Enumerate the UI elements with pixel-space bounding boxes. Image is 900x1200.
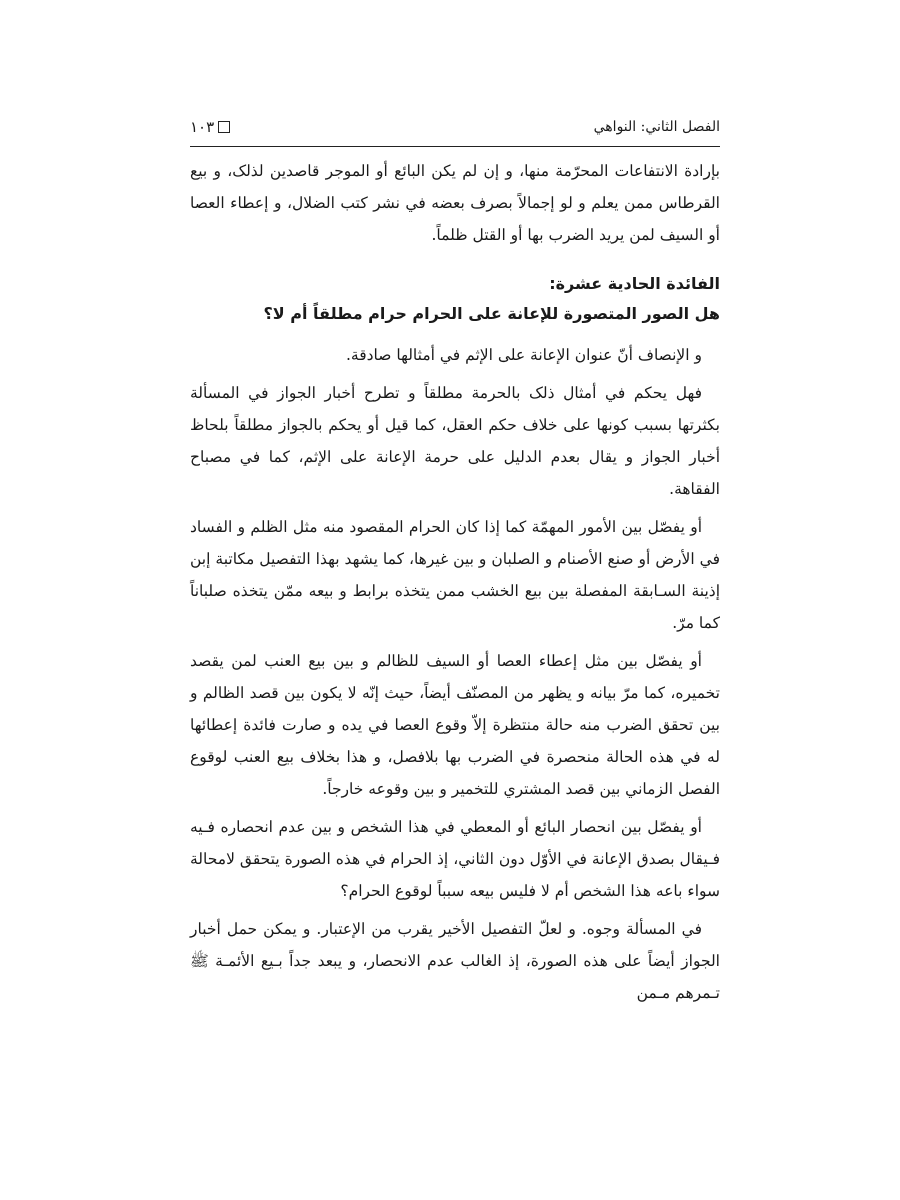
paragraph-continuation: بإرادة الانتفاعات المحرّمة منها، و إن لم يكن البائع أو الموجر قاصدين لذلک، و بيع القرطاس ممن يعلم و لو إجمالاً بصرف بعضه في نشر كتب الضلال، و إعطاء العصا أو السيف لمن يريد الضرب بها أو القتل ظلماً. — [190, 162, 720, 244]
page-number-group — [190, 118, 230, 136]
paragraph: أو يفصّل بين انحصار البائع أو المعطي في هذا الشخص و بين عدم انحصاره فـيه فـيقال بصدق الإعانة في الأوّل دون الثاني، إذ الحرام في هذه الصورة يتحقق لامحالة سواء باعه هذا الشخص أم لا فليس بيعه سبباً لوقوع الحرام؟ — [190, 818, 720, 900]
running-header — [190, 108, 720, 147]
section-heading — [190, 269, 720, 329]
document-page — [190, 108, 720, 1015]
paragraph: أو يفصّل بين الأمور المهمّة كما إذا كان الحرام المقصود منه مثل الظلم و الفساد في الأرض أو صنع الأصنام و الصلبان و بين غيرها، كما يشهد بهذا التفصيل مكاتبة إبن إذينة السـابقة المفصلة بين بيع الخشب ممن يتخذه برابط و بيعه ممّن يتخذه صلباناً كما مرّ. — [190, 518, 720, 632]
square-ornament-icon — [218, 121, 230, 133]
paragraph: في المسألة وجوه. و لعلّ التفصيل الأخير يقرب من الإعتبار. و يمكن حمل أخبار الجواز أيضاً على هذه الصورة، إذ الغالب عدم الانحصار، و يبعد جداً بـيع الأئمـة ﷺ تـمرهم مـمن — [190, 920, 720, 1002]
page-number: ١٠٣ — [190, 118, 215, 136]
paragraph: أو يفصّل بين مثل إعطاء العصا أو السيف للظالم و بين بيع العنب لمن يقصد تخميره، كما مرّ بيانه و يظهر من المصنّف أيضاً، حيث إنّه لا يكون بين قصد الظالم و بين تحقق الضرب منه حالة منتظرة إلاّ وقوع العصا في يده و صارت فائدة إعطائها له في هذه الحالة منحصرة في الضرب بها بلافصل، و هذا بخلاف بيع العنب لوقوع الفصل الزماني بين قصد المشتري للتخمير و بين وقوعه خارجاً. — [190, 652, 720, 798]
paragraph: و الإنصاف أنّ عنوان الإعانة على الإثم في أمثالها صادقة. — [345, 346, 702, 364]
paragraph: فهل يحكم في أمثال ذلک بالحرمة مطلقاً و تطرح أخبار الجواز في المسألة بكثرتها بسبب كونها على خلاف حكم العقل، كما قيل أو يحكم بالجواز مطلقاً بلحاظ أخبار الجواز و يقال بعدم الدليل على حرمة الإعانة على الإثم، كما في مصباح الفقاهة. — [190, 384, 720, 498]
body-text — [190, 155, 720, 1009]
section-heading-title: الفائدة الحادية عشرة: — [549, 274, 720, 293]
chapter-title: الفصل الثاني: النواهي — [593, 119, 720, 135]
section-heading-question: هل الصور المتصورة للإعانة على الحرام حرام مطلقاً أم لا؟ — [263, 304, 720, 323]
